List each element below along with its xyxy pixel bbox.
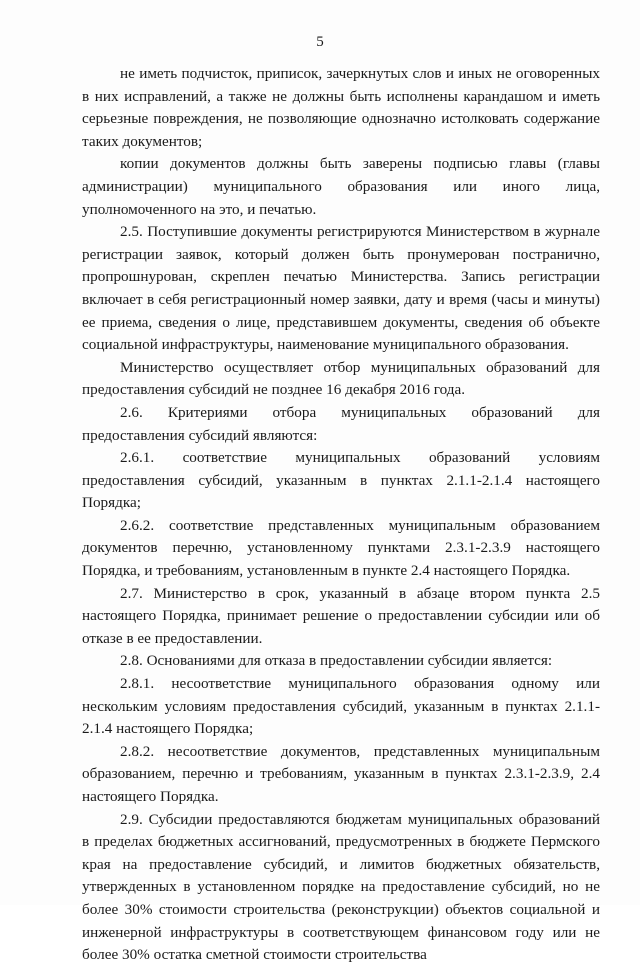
paragraph-2-8-2: 2.8.2. несоответствие документов, представленных муниципальным образованием, перечню и требованиям, указанным в пунктах 2.3.1-2.3.9, 2.4 настоящего Порядка. — [82, 742, 600, 805]
page-number: 5 — [316, 34, 324, 50]
paragraph-2-5: 2.5. Поступившие документы регистрируются Министерством в журнале регистрации заявок, который должен быть пронумерован постранично, пропрошнурован, скреплен печатью Министерства. Запись регистрации включает в себя регистрационный номер заявки, дату и время (часы и минуты) ее приема, сведения о лице, представившем документы, сведения об объекте социальной инфраструктуры, наименование муниципального образования. — [82, 223, 600, 354]
paragraph-copies-certified: копии документов должны быть заверены подписью главы (главы администрации) муниципального образования или иного лица, уполномоченного на это, и печатью. — [82, 155, 600, 218]
paragraph-no-erasures: не иметь подчисток, приписок, зачеркнутых слов и иных не оговоренных в них исправлений, а также не должны быть исполнены карандашом и иметь серьезные повреждения, не позволяющие однозначно истолковать содержание таких документов; — [82, 65, 600, 150]
paragraph-2-6: 2.6. Критериями отбора муниципальных образований для предоставления субсидий являются: — [82, 403, 600, 444]
paragraph-2-6-1: 2.6.1. соответствие муниципальных образований условиям предоставления субсидий, указанным в пунктах 2.1.1-2.1.4 настоящего Порядка; — [82, 449, 600, 512]
paragraph-2-6-2: 2.6.2. соответствие представленных муниципальным образованием документов перечню, установленному пунктами 2.3.1-2.3.9 настоящего Порядка, и требованиям, установленным в пункте 2.4 настоящего Порядка. — [82, 516, 600, 580]
paragraph-2-8-1: 2.8.1. несоответствие муниципального образования одному или нескольким условиям предоставления субсидий, указанным в пунктах 2.1.1-2.1.4 настоящего Порядка; — [82, 675, 600, 738]
paragraph-ministry-selection: Министерство осуществляет отбор муниципальных образований для предоставления субсидий не позднее 16 декабря 2016 года. — [82, 358, 600, 399]
paragraph-2-9: 2.9. Субсидии предоставляются бюджетам муниципальных образований в пределах бюджетных ассигнований, предусмотренных в бюджете Пермского края на предоставление субсидий, и лимитов бюджетных обязательств, утвержденных в установленном порядке на предоставление субсидий, но не более 30% стоимости строительства (реконструкции) объектов социальной и инженерной инфраструктуры в соответствующем финансовом году или не более 30% остатка сметной стоимости строительства — [82, 810, 600, 964]
paragraph-2-8: 2.8. Основаниями для отказа в предоставлении субсидии является: — [120, 652, 553, 670]
paragraph-2-7: 2.7. Министерство в срок, указанный в абзаце втором пункта 2.5 настоящего Порядка, принимает решение о предоставлении субсидии или об отказе в ее предоставлении. — [82, 584, 600, 647]
document-body — [82, 63, 600, 967]
